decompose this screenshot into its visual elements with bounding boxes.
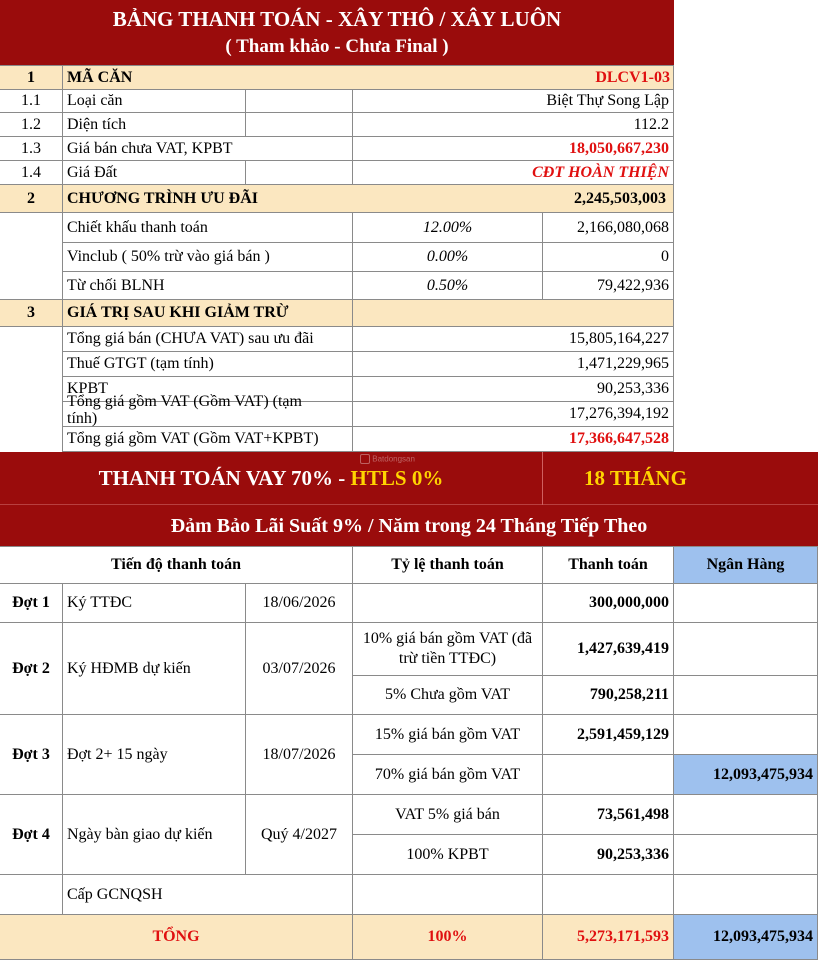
row-label: Tổng giá bán (CHƯA VAT) sau ưu đãi — [63, 327, 353, 352]
installment-date: Quý 4/2027 — [246, 795, 353, 875]
installment-payment: 1,427,639,419 — [543, 623, 674, 676]
loan-banner — [0, 452, 818, 505]
row-label: Chiết khấu thanh toán — [63, 213, 353, 243]
bank-cell — [674, 623, 818, 676]
row-no: 1.1 — [0, 90, 63, 113]
bank-cell — [674, 584, 818, 623]
area-value: 112.2 — [353, 113, 674, 137]
row-no: 1.2 — [0, 113, 63, 137]
row-label: Diện tích — [63, 113, 246, 137]
section1-no: 1 — [0, 66, 63, 90]
total-before-vat: 15,805,164,227 — [353, 327, 674, 352]
row-label: Loại căn — [63, 90, 246, 113]
loan-label: THANH TOÁN VAY 70% - — [98, 466, 351, 490]
vinclub-value: 0 — [543, 243, 674, 272]
installment-date: 03/07/2026 — [246, 623, 353, 715]
row-label: Tổng giá gồm VAT (Gồm VAT) (tạm tính) — [67, 393, 302, 427]
watermark-text: Batdongsan — [372, 454, 415, 464]
watermark-logo — [360, 454, 440, 476]
total-pct: 100% — [353, 915, 543, 960]
section2-total: 2,245,503,003 — [574, 190, 666, 207]
page-title: BẢNG THANH TOÁN - XÂY THÔ / XÂY LUÔN — [112, 7, 562, 31]
certificate-label: Cấp GCNQSH — [63, 875, 353, 915]
discount-pct: 12.00% — [353, 213, 543, 243]
ratio-text: VAT 5% giá bán — [353, 795, 543, 835]
installment-payment — [543, 755, 674, 795]
bank-cell — [674, 676, 818, 715]
grand-total-with-kpbt: 17,366,647,528 — [353, 427, 674, 452]
vinclub-pct: 0.00% — [353, 243, 543, 272]
row-no: 1.4 — [0, 161, 63, 185]
empty-cell — [0, 875, 63, 915]
total-label: TỔNG — [0, 915, 353, 960]
installment-desc: Ngày bàn giao dự kiến — [63, 795, 246, 875]
kpbt-value: 90,253,336 — [353, 377, 674, 402]
total-payment: 5,273,171,593 — [543, 915, 674, 960]
section1-label: MÃ CĂN — [63, 66, 674, 90]
discount-value: 2,166,080,068 — [543, 213, 674, 243]
installment-date: 18/07/2026 — [246, 715, 353, 795]
empty-cell — [353, 584, 543, 623]
unit-type: Biệt Thự Song Lập — [353, 90, 674, 113]
ratio-text: 5% Chưa gồm VAT — [353, 676, 543, 715]
installment-payment: 300,000,000 — [543, 584, 674, 623]
row-label-truncated — [63, 393, 353, 427]
empty-cell — [353, 875, 543, 915]
header-progress: Tiến độ thanh toán — [0, 547, 353, 584]
ratio-text: 10% giá bán gồm VAT (đã trừ tiền TTĐC) — [362, 630, 533, 667]
ratio-cell — [353, 623, 543, 676]
installment-payment: 73,561,498 — [543, 795, 674, 835]
row-label: Giá Đất — [63, 161, 246, 185]
header-payment: Thanh toán — [543, 547, 674, 584]
ratio-text: 70% giá bán gồm VAT — [353, 755, 543, 795]
watermark-icon — [360, 454, 370, 464]
row-label: Giá bán chưa VAT, KPBT — [63, 137, 353, 161]
loan-text — [0, 452, 543, 505]
row-label: Thuế GTGT (tạm tính) — [63, 352, 353, 377]
blnh-pct: 0.50% — [353, 272, 543, 300]
loan-months: 18 THÁNG — [584, 466, 687, 490]
blnh-value: 79,422,936 — [543, 272, 674, 300]
installment-payment: 90,253,336 — [543, 835, 674, 875]
empty-cell — [246, 90, 353, 113]
bank-cell — [674, 835, 818, 875]
installment-name: Đợt 1 — [0, 584, 63, 623]
price-before-vat: 18,050,667,230 — [353, 137, 674, 161]
section3-no: 3 — [0, 300, 63, 327]
empty-cell — [246, 113, 353, 137]
section2-no: 2 — [0, 185, 63, 213]
installment-payment: 2,591,459,129 — [543, 715, 674, 755]
row-label: Từ chối BLNH — [63, 272, 353, 300]
bank-cell — [674, 715, 818, 755]
installment-name: Đợt 4 — [0, 795, 63, 875]
page-subtitle: ( Tham khảo - Chưa Final ) — [225, 36, 449, 57]
section3-label: GIÁ TRỊ SAU KHI GIẢM TRỪ — [63, 300, 353, 327]
bank-cell — [674, 795, 818, 835]
bank-loan-amount: 12,093,475,934 — [674, 755, 818, 795]
section2-label: CHƯƠNG TRÌNH ƯU ĐÃI — [63, 185, 674, 213]
installment-name: Đợt 2 — [0, 623, 63, 715]
installment-name: Đợt 3 — [0, 715, 63, 795]
row-no: 1.3 — [0, 137, 63, 161]
ratio-text: 100% KPBT — [353, 835, 543, 875]
header-ratio: Tỷ lệ thanh toán — [353, 547, 543, 584]
installment-desc: Ký HĐMB dự kiến — [63, 623, 246, 715]
empty-cell — [543, 875, 674, 915]
installment-payment: 790,258,211 — [543, 676, 674, 715]
guarantee-banner: Đảm Bảo Lãi Suất 9% / Năm trong 24 Tháng Tiếp Theo — [0, 505, 818, 547]
land-price-value: CĐT HOÀN THIỆN — [353, 161, 674, 185]
total-bank: 12,093,475,934 — [674, 915, 818, 960]
header-bank: Ngân Hàng — [674, 547, 818, 584]
row-label: Vinclub ( 50% trừ vào giá bán ) — [63, 243, 353, 272]
bank-cell — [674, 875, 818, 915]
empty-cell — [246, 161, 353, 185]
installment-desc: Đợt 2+ 15 ngày — [63, 715, 246, 795]
installment-desc: Ký TTĐC — [63, 584, 246, 623]
row-label: KPBT — [63, 377, 353, 402]
interest-highlight: HTLS 0% — [350, 466, 444, 490]
ratio-text: 15% giá bán gồm VAT — [353, 715, 543, 755]
vat-value: 1,471,229,965 — [353, 352, 674, 377]
header-banner — [0, 0, 674, 66]
index-spacer — [0, 327, 63, 452]
index-spacer — [0, 213, 63, 300]
row-label: Tổng giá gồm VAT (Gồm VAT+KPBT) — [63, 427, 353, 452]
installment-date: 18/06/2026 — [246, 584, 353, 623]
unit-code: DLCV1-03 — [595, 69, 670, 86]
total-with-vat: 17,276,394,192 — [353, 402, 674, 427]
empty-cell — [353, 300, 674, 327]
